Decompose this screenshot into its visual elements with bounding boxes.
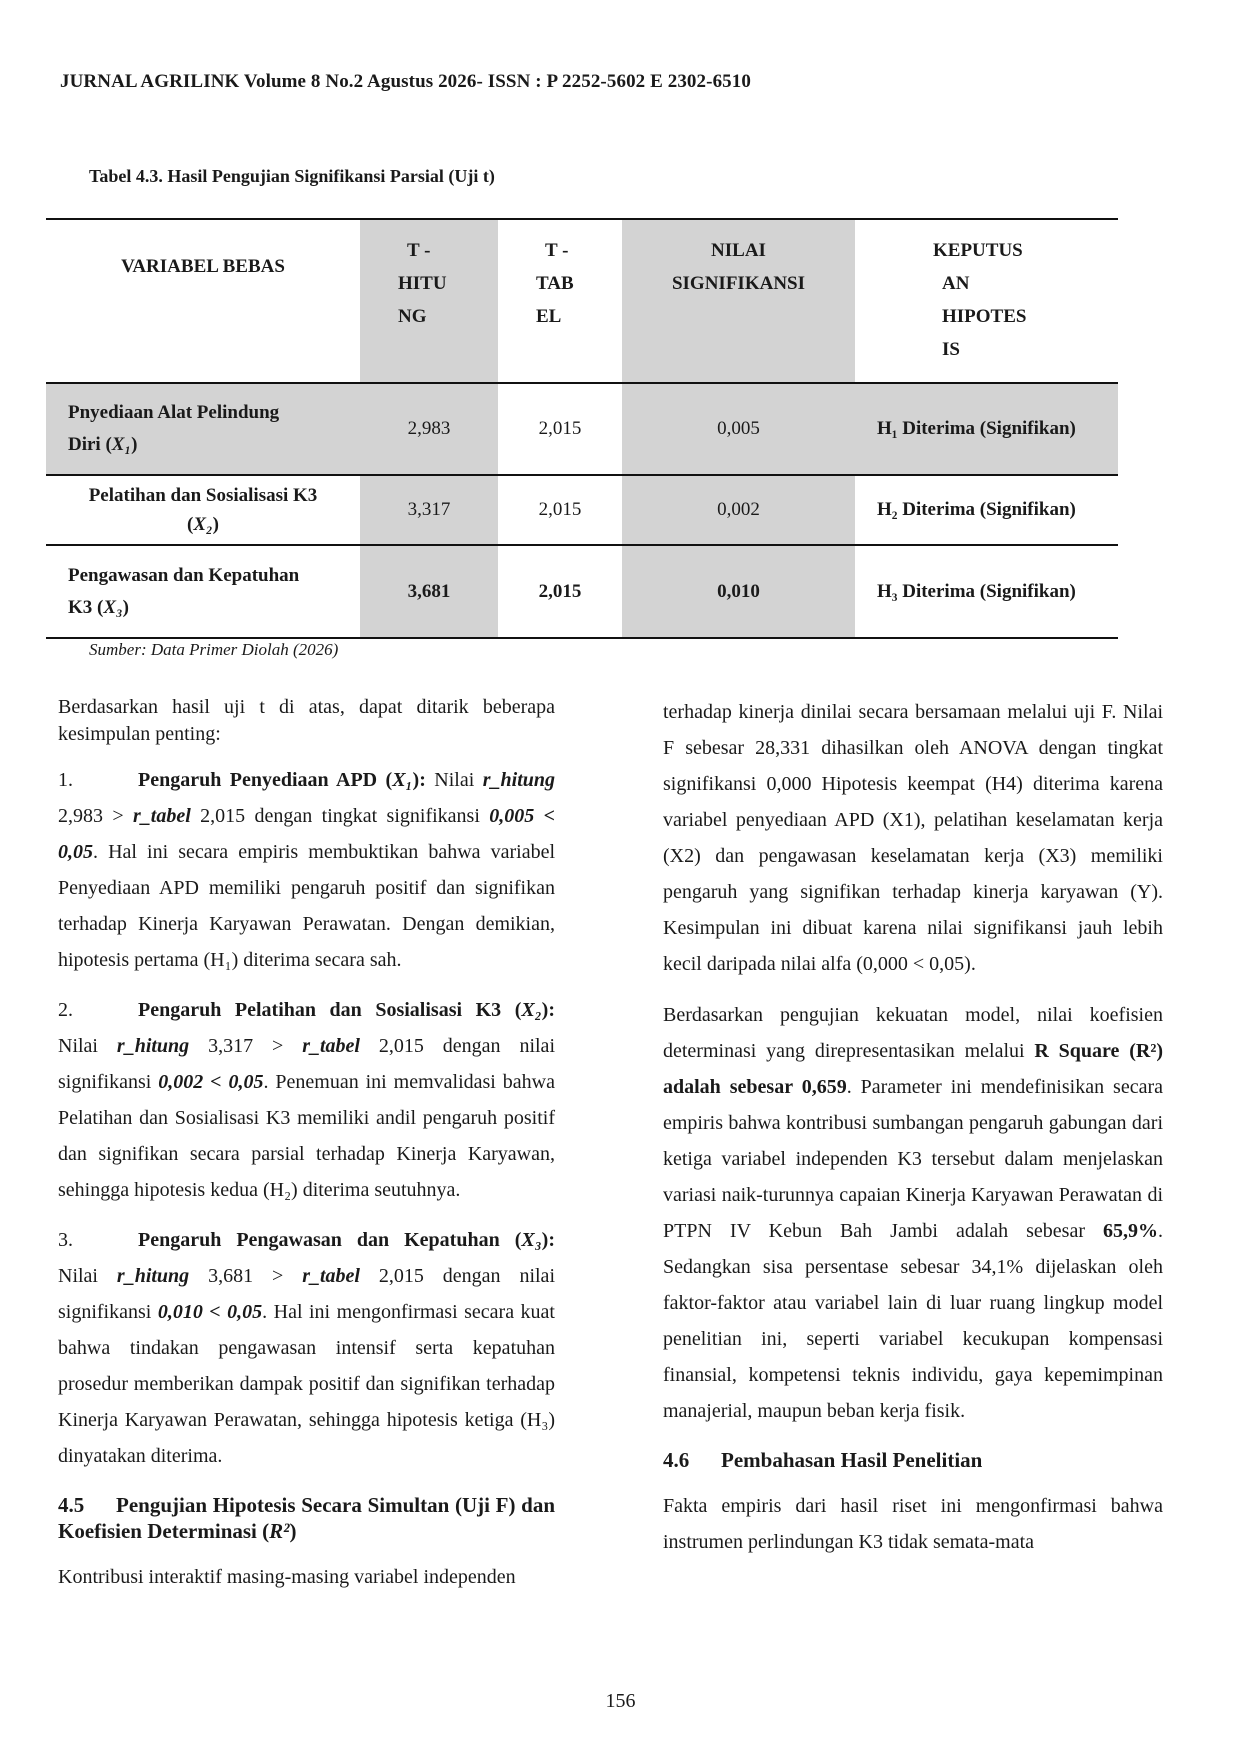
variable-cell: Pelatihan dan Sosialisasi K3 (X₂) — [88, 485, 318, 535]
table-source-note: Sumber: Data Primer Diolah (2026) — [89, 640, 339, 659]
section-heading-4-6: 4.6 Pembahasan Hasil Penelitian — [663, 1448, 983, 1472]
t-hitung-cell: 3,317 — [360, 475, 498, 545]
variable-cell: Pengawasan dan Kepatuhan K3 (X₃) — [68, 564, 300, 618]
page-number: 156 — [605, 1690, 636, 1712]
journal-header: JURNAL AGRILINK Volume 8 No.2 Agustus 2026- ISSN : P 2252-5602 E 2302-6510 — [60, 71, 751, 92]
table-row — [46, 475, 1118, 545]
t-tabel-cell: 2,015 — [538, 580, 582, 602]
section-heading-4-5: 4.5 Pengujian Hipotesis Secara Simultan (Uji F) dan Koefisien Determinasi (R²) — [58, 1493, 555, 1543]
variable-cell: Pnyediaan Alat Pelindung Diri (X₁) — [46, 383, 360, 475]
decision-cell: H₃ Diterima (Signifikan) — [877, 580, 1076, 602]
results-table — [46, 218, 1118, 639]
intro-paragraph: Berdasarkan hasil uji t di atas, dapat ditarik beberapa kesimpulan penting: — [58, 696, 555, 745]
conclusion-item: 3. Pengaruh Pengawasan dan Kepatuhan (X₃): Nilai r_hitung 3,681 > r_tabel 2,015 dengan nilai signifikansi 0,010 < 0,05. Hal ini mengonfirmasi secara kuat bahwa tindakan pengawasan intensif serta kepatuhan prosedur memberikan dampak positif dan signifikan terhadap Kinerja Karyawan Perawatan, sehingga hipotesis ketiga (H₃) dinyatakan diterima. — [58, 1229, 555, 1467]
significance-cell: 0,005 — [622, 383, 855, 475]
conclusion-item: 1. Pengaruh Penyediaan APD (X₁): Nilai r_hitung 2,983 > r_tabel 2,015 dengan tingkat signifikansi 0,005 < 0,05. Hal ini secara empiris membuktikan bahwa variabel Penyediaan APD memiliki pengaruh positif dan signifikan terhadap Kinerja Karyawan Perawatan. Dengan demikian, hipotesis pertama (H₁) diterima secara sah. — [58, 769, 555, 971]
left-column — [58, 694, 555, 1595]
table-header-row — [46, 219, 1118, 383]
t-tabel-cell: 2,015 — [538, 418, 582, 439]
header-nilai-signifikansi: NILAI SIGNIFIKANSI — [622, 219, 855, 383]
table-caption: Tabel 4.3. Hasil Pengujian Signifikansi Parsial (Uji t) — [89, 166, 495, 186]
t-tabel-cell: 2,015 — [538, 499, 582, 520]
discussion-paragraph: Fakta empiris dari hasil riset ini mengonfirmasi bahwa instrumen perlindungan K3 tidak semata-mata — [663, 1495, 1163, 1553]
conclusion-item: 2. Pengaruh Pelatihan dan Sosialisasi K3 (X₂): Nilai r_hitung 3,317 > r_tabel 2,015 dengan nilai signifikansi 0,002 < 0,05. Penemuan ini memvalidasi bahwa Pelatihan dan Sosialisasi K3 memiliki andil pengaruh positif dan signifikan secara parsial terhadap Kinerja Karyawan, sehingga hipotesis kedua (H₂) diterima seutuhnya. — [58, 999, 555, 1201]
decision-cell: H₁ Diterima (Signifikan) — [855, 383, 1118, 475]
t-hitung-cell: 3,681 — [360, 545, 498, 638]
header-variabel-bebas: VARIABEL BEBAS — [121, 256, 285, 277]
header-t-tabel: T - TAB EL — [536, 240, 574, 327]
table-row — [46, 545, 1118, 638]
r-square-paragraph: Berdasarkan pengujian kekuatan model, nilai koefisien determinasi yang direpresentasikan melalui R Square (R²) adalah sebesar 0,659. Parameter ini mendefinisikan secara empiris bahwa kontribusi sumbangan pengaruh gabungan dari ketiga variabel independen K3 tersebut dalam menjelaskan variasi naik-turunnya capaian Kinerja Karyawan Perawatan di PTPN IV Kebun Bah Jambi adalah sebesar 65,9%. Sedangkan sisa persentase sebesar 34,1% dijelaskan oleh faktor-faktor atau variabel lain di luar ruang lingkup model penelitian ini, seperti variabel kecukupan kompensasi finansial, kompetensi teknis individu, gaya kepemimpinan manajerial, maupun beban kerja fisik. — [663, 1004, 1163, 1422]
significance-cell: 0,010 — [622, 545, 855, 638]
header-t-hitung: T - HITU NG — [360, 219, 498, 383]
table-row — [46, 383, 1118, 475]
header-keputusan-hipotesis: KEPUTUS AN HIPOTES IS — [933, 240, 1027, 360]
t-hitung-cell: 2,983 — [360, 383, 498, 475]
decision-cell: H₂ Diterima (Signifikan) — [877, 499, 1076, 520]
uji-f-paragraph: terhadap kinerja dinilai secara bersamaan melalui uji F. Nilai F sebesar 28,331 dihasilkan oleh ANOVA dengan tingkat signifikansi 0,000 Hipotesis keempat (H4) diterima karena variabel penyediaan APD (X1), pelatihan keselamatan kerja (X2) dan pengawasan keselamatan kerja (X3) memiliki pengaruh yang signifikan terhadap kinerja karyawan (Y). Kesimpulan ini dibuat karena nilai signifikansi jauh lebih kecil daripada nilai alfa (0,000 < 0,05). — [663, 701, 1163, 975]
section-4-5-paragraph: Kontribusi interaktif masing-masing variabel independen — [58, 1566, 516, 1588]
right-column — [663, 694, 1163, 1560]
significance-cell: 0,002 — [622, 475, 855, 545]
